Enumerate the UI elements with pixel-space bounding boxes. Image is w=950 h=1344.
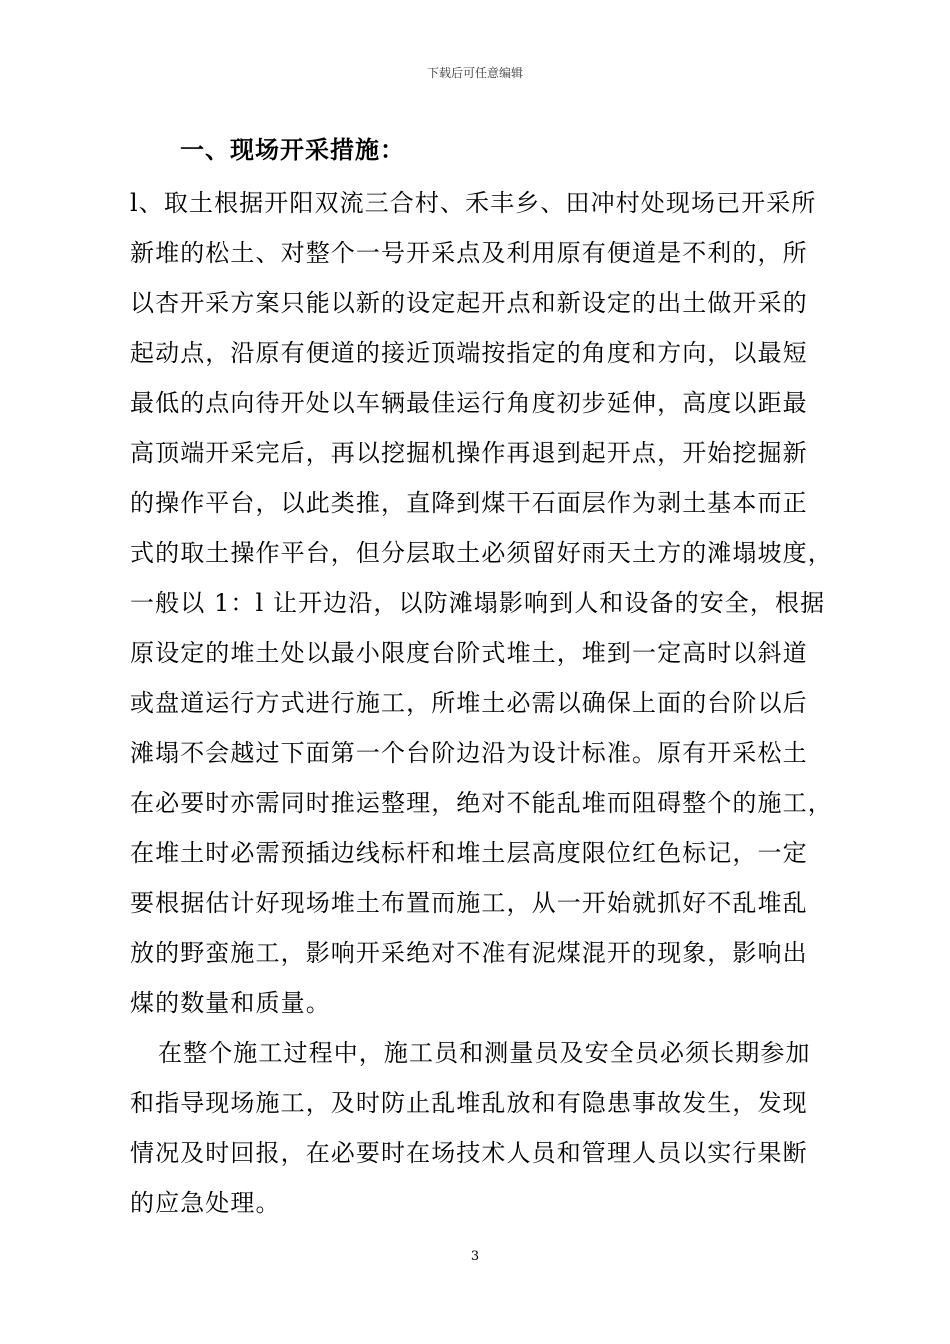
paragraph-line: 煤的数量和质量。 xyxy=(130,989,331,1017)
paragraph-line: 最低的点向待开处以车辆最佳运行角度初步延伸，高度以距最 xyxy=(130,389,808,417)
paragraph-line: 高顶端开采完后，再以挖掘机操作再退到起开点，开始挖掘新 xyxy=(130,439,808,467)
paragraph-line: 放的野蛮施工，影响开采绝对不准有泥煤混开的现象，影响出 xyxy=(130,939,808,967)
paragraph-line: 起动点，沿原有便道的接近顶端按指定的角度和方向，以最短 xyxy=(130,339,808,367)
page-number: 3 xyxy=(470,1249,480,1264)
paragraph-line: 的操作平台，以此类推，直降到煤干石面层作为剥土基本而正 xyxy=(130,489,808,517)
paragraph-line: 以杏开采方案只能以新的设定起开点和新设定的出土做开采的 xyxy=(130,289,808,317)
paragraph-line: 在整个施工过程中，施工员和测量员及安全员必须长期参加 xyxy=(158,1039,811,1067)
body-text xyxy=(130,178,833,1228)
paragraph-line: 式的取土操作平台，但分层取土必须留好雨天土方的滩塌坡度， xyxy=(130,539,833,567)
paragraph-line: 或盘道运行方式进行施工，所堆土必需以确保上面的台阶以后 xyxy=(130,689,808,717)
paragraph-line: 和指导现场施工，及时防止乱堆乱放和有隐患事故发生，发现 xyxy=(130,1089,808,1117)
paragraph-line: 滩塌不会越过下面第一个台阶边沿为设计标准。原有开采松土 xyxy=(130,739,808,767)
paragraph-line: 的应急处理。 xyxy=(130,1189,281,1217)
paragraph-line: 新堆的松土、对整个一号开采点及利用原有便道是不利的，所 xyxy=(130,239,808,267)
paragraph-line: 在必要时亦需同时推运整理，绝对不能乱堆而阻碍整个的施工， xyxy=(130,789,833,817)
paragraph-line: l、取土根据开阳双流三合村、禾丰乡、田冲村处现场已开采所 xyxy=(130,189,817,217)
paragraph-line: 在堆土时必需预插边线标杆和堆土层高度限位红色标记，一定 xyxy=(130,839,808,867)
paragraph-2 xyxy=(130,1028,830,1228)
paragraph-line: 情况及时回报，在必要时在场技术人员和管理人员以实行果断 xyxy=(130,1139,808,1167)
section-heading: 一、现场开采措施： xyxy=(180,135,405,164)
paragraph-line: 要根据估计好现场堆土布置而施工，从一开始就抓好不乱堆乱 xyxy=(130,889,808,917)
paragraph-line: 一般以 1：l 让开边沿，以防滩塌影响到人和设备的安全，根据 xyxy=(130,589,826,617)
paragraph-line: 原设定的堆土处以最小限度台阶式堆土，堆到一定高时以斜道 xyxy=(130,639,808,667)
paragraph-1 xyxy=(130,178,833,1028)
page-header: 下载后可任意编辑 xyxy=(426,66,523,80)
